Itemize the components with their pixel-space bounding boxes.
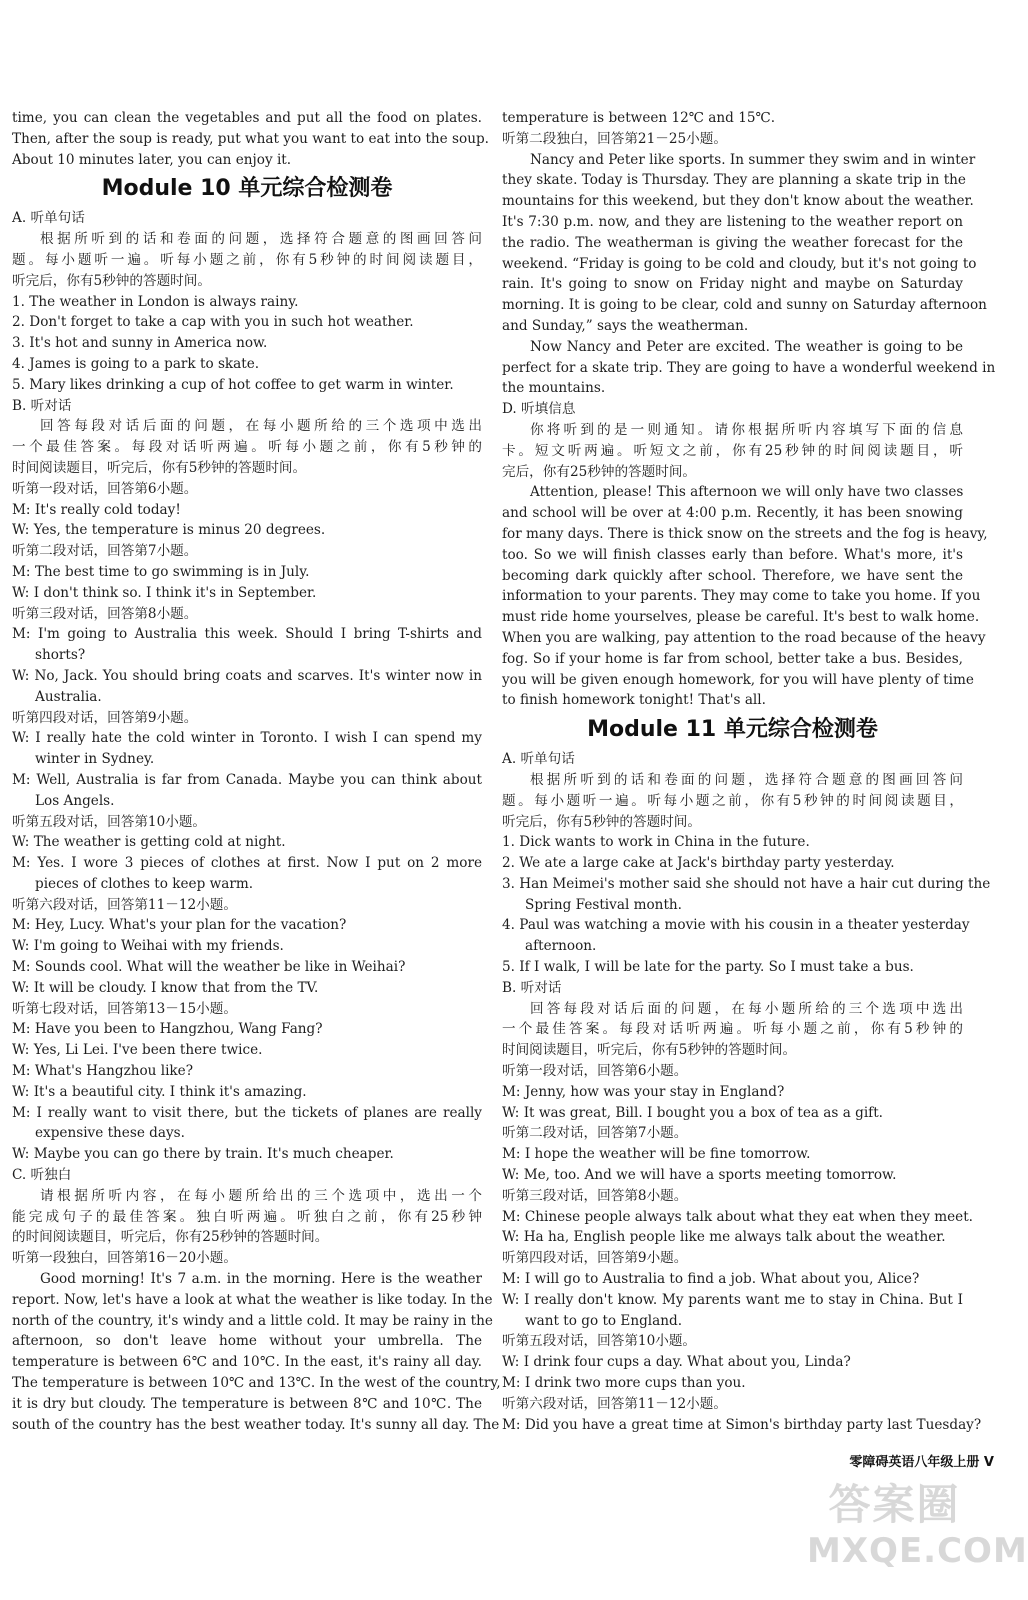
text-line: 听第六段对话，回答第11－12小题。	[12, 896, 237, 913]
text-line: W: I really don't know. My parents want me to stay in China. But I	[502, 1291, 963, 1308]
text-line: information to your parents. They may come to take you home. If you	[502, 588, 981, 605]
text-line: W: Yes, the temperature is minus 20 degrees.	[12, 522, 326, 539]
text-line: Now Nancy and Peter are excited. The weather is going to be	[530, 338, 963, 355]
text-line: afternoon.	[525, 938, 597, 955]
text-line: 你将听到的是一则通知。请你根据所听内容填写下面的信息	[530, 421, 963, 438]
text-line: M: I drink two more cups than you.	[502, 1375, 746, 1392]
text-line: W: I don't think so. I think it's in September.	[12, 584, 317, 601]
text-line: the mountains.	[502, 380, 606, 397]
text-line: 回答每段对话后面的问题，在每小题所给的三个选项中选出	[40, 418, 482, 435]
text-line: When you are walking, pay attention to the road because of the heavy	[502, 629, 986, 646]
text-line: M: I hope the weather will be fine tomorrow.	[502, 1146, 811, 1163]
text-line: 根据所听到的话和卷面的问题，选择符合题意的图画回答问	[530, 771, 963, 788]
text-line: Then, after the soup is ready, put what you want to eat into the soup.	[12, 130, 489, 147]
text-line: W: I'm going to Weihai with my friends.	[12, 938, 284, 955]
text-line: M: I'm going to Australia this week. Should I bring T-shirts and	[12, 626, 482, 643]
text-line: W: I drink four cups a day. What about you, Linda?	[502, 1354, 851, 1371]
text-line: 听第三段对话，回答第8小题。	[502, 1187, 688, 1204]
text-line: 听第五段对话，回答第10小题。	[12, 813, 207, 830]
text-line: W: No, Jack. You should bring coats and scarves. It's winter now in	[12, 667, 482, 684]
text-line: becoming dark quickly after school. Therefore, we have sent the	[502, 567, 963, 584]
text-line: 一个最佳答案。每段对话听两遍。听每小题之前，你有5秒钟的	[12, 439, 482, 456]
text-line: C. 听独白	[12, 1167, 72, 1184]
text-line: 2. Don't forget to take a cap with you in such hot weather.	[12, 314, 414, 331]
text-line: 听第二段对话，回答第7小题。	[502, 1125, 688, 1142]
text-line: 听完后，你有5秒钟的答题时间。	[12, 272, 211, 289]
text-line: 3. It's hot and sunny in America now.	[12, 335, 268, 352]
text-line: M: Hey, Lucy. What's your plan for the vacation?	[12, 917, 347, 934]
text-line: it is dry but cloudy. The temperature is between 8℃ and 10℃. The	[12, 1395, 482, 1412]
text-line: temperature is between 6℃ and 10℃. In the east, it's rainy all day.	[12, 1354, 482, 1371]
text-line: must ride home yourselves, please be careful. It's best to walk home.	[502, 609, 980, 626]
text-line: morning. It is going to be clear, cold and sunny on Saturday afternoon	[502, 297, 987, 314]
text-line: mountains for this weekend, but they don't know about the weather.	[502, 193, 974, 210]
text-line: D. 听填信息	[502, 401, 576, 418]
watermark-bottom-text: MXQE.COM	[807, 1531, 1028, 1571]
section-title: Module 10 单元综合检测卷	[101, 176, 393, 202]
text-line: W: It will be cloudy. I know that from the TV.	[12, 979, 319, 996]
text-line: 回答每段对话后面的问题，在每小题所给的三个选项中选出	[530, 1000, 963, 1017]
text-line: too. So we will finish classes early than before. What's more, it's	[502, 546, 963, 563]
text-line: M: Chinese people always talk about what they eat when they meet.	[502, 1208, 973, 1225]
text-line: W: Ha ha, English people like me always talk about the weather.	[502, 1229, 946, 1246]
text-line: W: It was great, Bill. I bought you a box of tea as a gift.	[502, 1104, 883, 1121]
text-line: rain. It's going to snow on Friday night and maybe on Saturday	[502, 276, 963, 293]
text-line: 题。每小题听一遍。听每小题之前，你有5秒钟的时间阅读题目，	[502, 792, 963, 809]
text-line: want to go to England.	[525, 1312, 683, 1329]
text-line: temperature is between 12℃ and 15℃.	[502, 110, 776, 126]
text-line: M: Well, Australia is far from Canada. Maybe you can think about	[12, 771, 482, 788]
text-line: 卡。短文听两遍。听短文之前，你有25秒钟的时间阅读题目，听	[502, 442, 963, 459]
text-line: About 10 minutes later, you can enjoy it.	[12, 151, 292, 168]
text-line: 根据所听到的话和卷面的问题，选择符合题意的图画回答问	[40, 231, 482, 248]
text-line: 2. We ate a large cake at Jack's birthday party yesterday.	[502, 855, 895, 872]
text-line: W: Maybe you can go there by train. It's much cheaper.	[12, 1146, 394, 1163]
text-line: time, you can clean the vegetables and put all the food on plates.	[12, 110, 482, 126]
text-line: the radio. The weatherman is giving the weather forecast for the	[502, 234, 963, 251]
text-line: A. 听单句话	[12, 210, 85, 227]
text-line: 听第七段对话，回答第13－15小题。	[12, 1000, 237, 1017]
text-line: The temperature is between 10℃ and 13℃. In the west of the country,	[12, 1375, 501, 1392]
text-line: W: Me, too. And we will have a sports meeting tomorrow.	[502, 1167, 897, 1184]
right-column	[502, 108, 996, 1435]
text-line: M: What's Hangzhou like?	[12, 1063, 194, 1080]
text-line: Australia.	[35, 688, 102, 705]
text-line: pieces of clothes to keep warm.	[35, 875, 254, 892]
text-line: 听第二段对话，回答第7小题。	[12, 543, 198, 560]
text-line: 5. Mary likes drinking a cup of hot coffee to get warm in winter.	[12, 376, 454, 393]
left-column	[12, 108, 501, 1435]
text-line: M: Jenny, how was your stay in England?	[502, 1083, 785, 1100]
text-line: It's 7:30 p.m. now, and they are listening to the weather report on	[502, 213, 963, 230]
text-line: expensive these days.	[35, 1125, 185, 1142]
text-line: Attention, please! This afternoon we will only have two classes	[530, 484, 964, 501]
text-line: for many days. There is thick snow on the streets and the fog is heavy,	[502, 525, 988, 542]
text-line: winter in Sydney.	[35, 751, 155, 768]
text-line: 听第一段对话，回答第6小题。	[12, 480, 198, 497]
text-line: W: It's a beautiful city. I think it's amazing.	[12, 1083, 307, 1100]
text-line: 听第三段对话，回答第8小题。	[12, 605, 198, 622]
text-line: 5. If I walk, I will be late for the party. So I must take a bus.	[502, 959, 914, 976]
text-line: afternoon, so don't leave home without your umbrella. The	[12, 1333, 482, 1350]
text-line: M: I will go to Australia to find a job. What about you, Alice?	[502, 1271, 920, 1288]
text-line: M: Did you have a great time at Simon's birthday party last Tuesday?	[502, 1416, 982, 1433]
text-line: 4. Paul was watching a movie with his cousin in a theater yesterday	[502, 917, 970, 934]
text-line: north of the country, it's windy and a little cold. It may be rainy in the	[12, 1312, 493, 1329]
text-line: and school will be over at 4:00 p.m. Recently, it has been snowing	[502, 505, 963, 522]
text-line: 请根据所听内容，在每小题所给出的三个选项中，选出一个	[40, 1187, 482, 1204]
text-line: 听完后，你有5秒钟的答题时间。	[502, 813, 701, 830]
text-line: M: Sounds cool. What will the weather be like in Weihai?	[12, 959, 406, 976]
text-line: W: Yes, Li Lei. I've been there twice.	[12, 1042, 263, 1059]
text-line: 时间阅读题目，听完后，你有5秒钟的答题时间。	[502, 1042, 797, 1059]
text-line: they skate. Today is Thursday. They are planning a skate trip in the	[502, 172, 966, 189]
section-title: Module 11 单元综合检测卷	[587, 717, 878, 743]
text-line: 4. James is going to a park to skate.	[12, 355, 260, 372]
text-line: B. 听对话	[502, 979, 562, 996]
text-line: M: The best time to go swimming is in July.	[12, 563, 310, 580]
text-line: perfect for a skate trip. They are going to have a wonderful weekend in	[502, 359, 996, 376]
text-line: 1. The weather in London is always rainy.	[12, 293, 299, 310]
text-line: Los Angels.	[35, 792, 115, 809]
text-line: 听第六段对话，回答第11－12小题。	[502, 1395, 727, 1412]
text-line: Spring Festival month.	[525, 896, 682, 913]
text-line: south of the country has the best weather today. It's sunny all day. The	[12, 1416, 500, 1433]
text-line: 能完成句子的最佳答案。独白听两遍。听独白之前，你有25秒钟	[12, 1208, 482, 1225]
text-line: W: I really hate the cold winter in Toronto. I wish I can spend my	[12, 730, 482, 747]
text-line: M: I really want to visit there, but the tickets of planes are really	[12, 1104, 482, 1121]
text-line: 一个最佳答案。每段对话听两遍。听每小题之前，你有5秒钟的	[502, 1021, 963, 1038]
text-line: you will be given enough homework, for you will have plenty of time	[502, 671, 974, 688]
text-line: 完后，你有25秒钟的答题时间。	[502, 463, 697, 480]
text-line: A. 听单句话	[502, 751, 575, 768]
text-line: 时间阅读题目，听完后，你有5秒钟的答题时间。	[12, 459, 307, 476]
watermark-logo	[807, 1480, 1028, 1590]
text-line: M: It's really cold today!	[12, 501, 181, 518]
text-line: 3. Han Meimei's mother said she should not have a hair cut during the	[502, 875, 991, 892]
text-line: and Sunday,” says the weatherman.	[502, 317, 749, 334]
page-footer: 零障碍英语八年级上册 V	[849, 1455, 994, 1470]
text-line: 听第二段独白，回答第21－25小题。	[502, 130, 727, 147]
text-line: 听第五段对话，回答第10小题。	[502, 1333, 697, 1350]
watermark-top-text: 答案圈	[828, 1480, 961, 1529]
text-line: shorts?	[35, 647, 86, 664]
text-line: 题。每小题听一遍。听每小题之前，你有5秒钟的时间阅读题目，	[12, 251, 482, 268]
text-line: 听第四段对话，回答第9小题。	[12, 709, 198, 726]
text-line: M: Yes. I wore 3 pieces of clothes at first. Now I put on 2 more	[12, 855, 482, 872]
text-line: 听第一段对话，回答第6小题。	[502, 1063, 688, 1080]
text-line: 1. Dick wants to work in China in the future.	[502, 834, 810, 851]
text-line: W: The weather is getting cold at night.	[12, 834, 286, 851]
text-line: M: Have you been to Hangzhou, Wang Fang?	[12, 1021, 323, 1038]
text-line: B. 听对话	[12, 397, 72, 414]
text-line: 听第一段独白，回答第16－20小题。	[12, 1250, 237, 1267]
text-line: 的时间阅读题目，听完后，你有25秒钟的答题时间。	[12, 1229, 329, 1246]
text-line: Nancy and Peter like sports. In summer they swim and in winter	[530, 151, 976, 168]
text-line: to finish homework tonight! That's all.	[502, 692, 766, 709]
text-line: 听第四段对话，回答第9小题。	[502, 1250, 688, 1267]
text-line: Good morning! It's 7 a.m. in the morning. Here is the weather	[40, 1271, 482, 1288]
text-line: report. Now, let's have a look at what the weather is like today. In the	[12, 1291, 493, 1308]
text-line: weekend. “Friday is going to be cold and cloudy, but it's not going to	[502, 255, 977, 272]
text-line: fog. So if your home is far from school, better take a bus. Besides,	[502, 650, 963, 667]
